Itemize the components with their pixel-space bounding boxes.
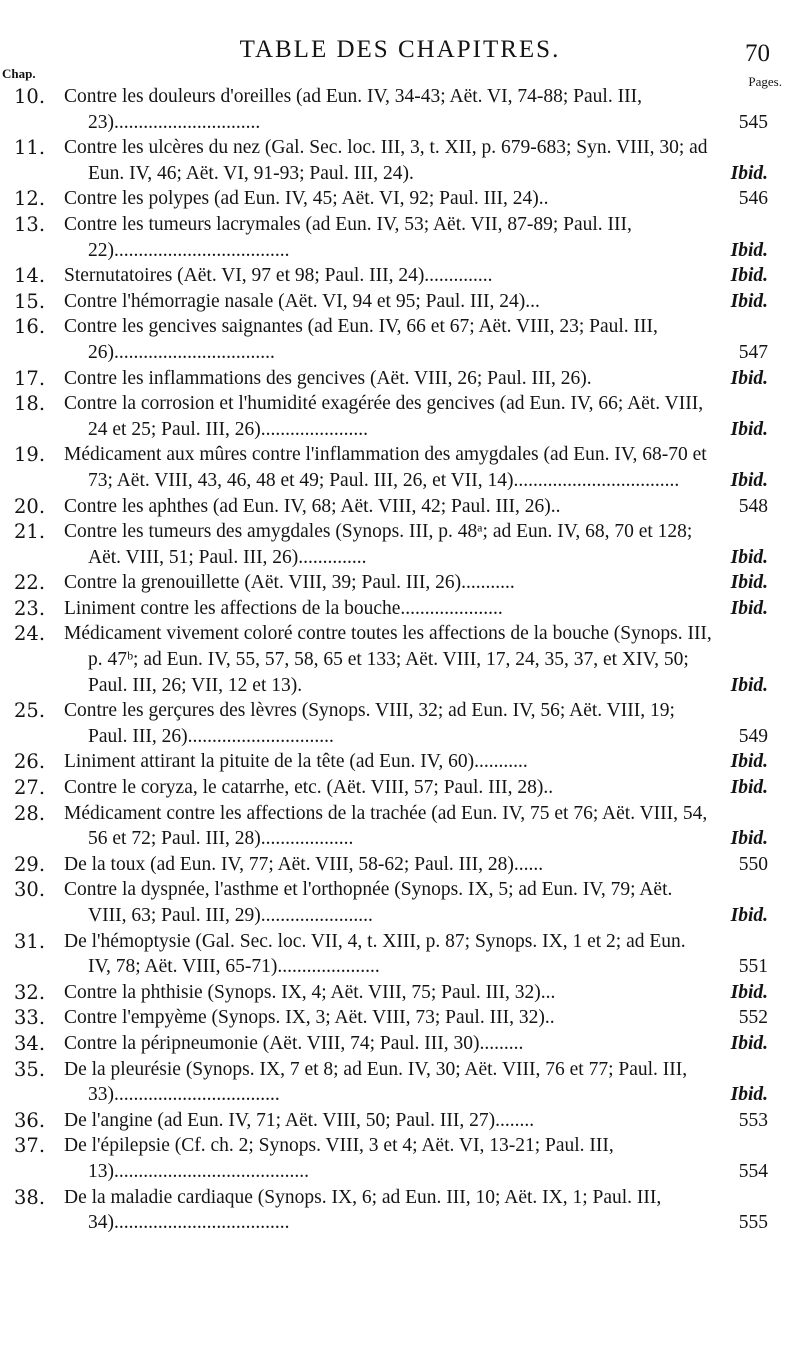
- chapter-entry: [0, 698, 800, 749]
- page-reference: 546: [738, 188, 768, 210]
- chapter-title: Contre les gencives saignantes (ad Eun. IV, 66 et 67; Aët. VIII, 23; Paul. III, 26).................................: [64, 316, 658, 363]
- chapter-title: Contre la corrosion et l'humidité exagérée des gencives (ad Eun. IV, 66; Aët. VIII, 24 et 25; Paul. III, 26)......................: [64, 393, 704, 440]
- page-number: 70: [745, 40, 770, 67]
- page-reference: Ibid.: [730, 239, 768, 261]
- chapter-title: Contre l'hémorragie nasale (Aët. VI, 94 et 95; Paul. III, 24)...: [64, 290, 540, 312]
- chapter-entry: [0, 391, 800, 442]
- page-reference: 547: [738, 341, 768, 363]
- chapter-title: Contre la grenouillette (Aët. VIII, 39; Paul. III, 26)...........: [64, 572, 515, 594]
- chapter-title: Contre les inflammations des gencives (Aët. VIII, 26; Paul. III, 26).: [64, 367, 592, 389]
- chapter-title: Médicament vivement coloré contre toutes les affections de la bouche (Synops. III, p. 47ᵇ; ad Eun. IV, 55, 57, 58, 65 et 133; Aët. VIII, 17, 24, 35, 37, et XIV, 50; Paul. III, 26; VII, 12 et 13).: [64, 623, 712, 696]
- chapter-number: 33.: [14, 1006, 46, 1030]
- chapter-list: [0, 84, 800, 1236]
- chapter-entry: [0, 366, 800, 392]
- page-reference: Ibid.: [730, 290, 768, 312]
- page-reference: 551: [738, 956, 768, 978]
- chapter-number: 19.: [14, 443, 46, 467]
- chapter-entry: [0, 186, 800, 212]
- page-reference: 550: [738, 853, 768, 875]
- chapter-number: 16.: [14, 315, 46, 339]
- chapter-title: Liniment contre les affections de la bouche.....................: [64, 597, 503, 619]
- chapter-entry: [0, 749, 800, 775]
- chapter-title: Médicament aux mûres contre l'inflammation des amygdales (ad Eun. IV, 68-70 et 73; Aët. VIII, 43, 46, 48 et 49; Paul. III, 26, et VII, 14)..................................: [64, 444, 707, 491]
- chapter-title: Contre l'empyème (Synops. IX, 3; Aët. VIII, 73; Paul. III, 32)..: [64, 1007, 555, 1029]
- chapter-entry: [0, 314, 800, 365]
- page-reference: Ibid.: [730, 265, 768, 287]
- chapter-title: Contre les tumeurs des amygdales (Synops. III, p. 48ᵃ; ad Eun. IV, 68, 70 et 128; Aët. VIII, 51; Paul. III, 26)..............: [64, 521, 693, 568]
- chapter-entry: [0, 1108, 800, 1134]
- page-reference: Ibid.: [730, 1032, 768, 1054]
- page-reference: Ibid.: [730, 572, 768, 594]
- chapter-number: 27.: [14, 776, 46, 800]
- pages-column-label: Pages.: [748, 74, 782, 89]
- page-reference: Ibid.: [730, 1084, 768, 1106]
- page-reference: Ibid.: [730, 981, 768, 1003]
- page-reference: 549: [738, 725, 768, 747]
- chapter-title: Contre le coryza, le catarrhe, etc. (Aët. VIII, 57; Paul. III, 28)..: [64, 777, 554, 799]
- chapter-entry: [0, 801, 800, 852]
- chapter-number: 13.: [14, 212, 46, 236]
- chapter-number: 36.: [14, 1108, 46, 1132]
- page-reference: 554: [738, 1160, 768, 1182]
- chapter-number: 35.: [14, 1057, 46, 1081]
- chapter-number: 30.: [14, 878, 46, 902]
- chapter-entry: [0, 84, 800, 135]
- chapter-entry: [0, 442, 800, 493]
- chapter-number: 10.: [14, 85, 46, 108]
- page-reference: Ibid.: [730, 367, 768, 389]
- chapter-entry: [0, 1185, 800, 1236]
- chapter-entry: [0, 1057, 800, 1108]
- chapter-number: 15.: [14, 289, 46, 313]
- page-reference: Ibid.: [730, 418, 768, 440]
- chapter-number: 37.: [14, 1134, 46, 1158]
- chapter-column-label: Chap.: [2, 66, 36, 81]
- chapter-title: De l'angine (ad Eun. IV, 71; Aët. VIII, 50; Paul. III, 27)........: [64, 1109, 535, 1131]
- chapter-entry: [0, 1133, 800, 1184]
- chapter-entry: [0, 135, 800, 186]
- chapter-entry: [0, 212, 800, 263]
- page-reference: Ibid.: [730, 828, 768, 850]
- chapter-title: Contre les douleurs d'oreilles (ad Eun. IV, 34-43; Aët. VI, 74-88; Paul. III, 23)..............................: [64, 86, 642, 133]
- chapter-title: Contre la dyspnée, l'asthme et l'orthopnée (Synops. IX, 5; ad Eun. IV, 79; Aët. VIII, 63; Paul. III, 29).......................: [64, 879, 673, 926]
- page-reference: Ibid.: [730, 469, 768, 491]
- chapter-entry: [0, 621, 800, 698]
- chapter-title: De la toux (ad Eun. IV, 77; Aët. VIII, 58-62; Paul. III, 28)......: [64, 853, 544, 875]
- chapter-entry: [0, 877, 800, 928]
- chapter-number: 34.: [14, 1031, 46, 1055]
- chapter-number: 22.: [14, 571, 46, 595]
- chapter-number: 11.: [14, 136, 46, 160]
- chapter-title: Sternutatoires (Aët. VI, 97 et 98; Paul. III, 24)..............: [64, 265, 493, 287]
- page-reference: 555: [738, 1212, 768, 1234]
- chapter-number: 20.: [14, 494, 46, 518]
- page-reference: Ibid.: [730, 546, 768, 568]
- chapter-number: 21.: [14, 520, 46, 544]
- chapter-title: Contre les polypes (ad Eun. IV, 45; Aët. VI, 92; Paul. III, 24)..: [64, 188, 549, 210]
- chapter-number: 23.: [14, 596, 46, 620]
- page-reference: 545: [738, 111, 768, 133]
- chapter-title: De la maladie cardiaque (Synops. IX, 6; ad Eun. III, 10; Aët. IX, 1; Paul. III, 34)....................................: [64, 1186, 662, 1234]
- chapter-title: De la pleurésie (Synops. IX, 7 et 8; ad Eun. IV, 30; Aët. VIII, 76 et 77; Paul. III, 33)..................................: [64, 1058, 688, 1106]
- chapter-title: Contre les aphthes (ad Eun. IV, 68; Aët. VIII, 42; Paul. III, 26)..: [64, 495, 561, 517]
- chapter-number: 26.: [14, 750, 46, 774]
- chapter-title: Contre les tumeurs lacrymales (ad Eun. IV, 53; Aët. VII, 87-89; Paul. III, 22)....................................: [64, 213, 632, 261]
- page-reference: Ibid.: [730, 597, 768, 619]
- chapter-title: Contre les ulcères du nez (Gal. Sec. loc. III, 3, t. XII, p. 679-683; Syn. VIII, 30; ad Eun. IV, 46; Aët. VI, 91-93; Paul. III, 24).: [64, 137, 708, 184]
- chapter-number: 31.: [14, 929, 46, 953]
- page-reference: 548: [738, 495, 768, 517]
- chapter-number: 32.: [14, 980, 46, 1004]
- chapter-entry: [0, 980, 800, 1006]
- chapter-title: Contre la péripneumonie (Aët. VIII, 74; Paul. III, 30).........: [64, 1032, 524, 1054]
- chapter-entry: [0, 519, 800, 570]
- chapter-entry: [0, 263, 800, 289]
- chapter-number: 25.: [14, 699, 46, 723]
- chapter-entry: [0, 929, 800, 980]
- page-reference: Ibid.: [730, 162, 768, 184]
- chapter-entry: [0, 1005, 800, 1031]
- chapter-entry: [0, 596, 800, 622]
- chapter-number: 14.: [14, 264, 46, 288]
- chapter-entry: [0, 1031, 800, 1057]
- chapter-number: 12.: [14, 187, 46, 211]
- running-title: TABLE DES CHAPITRES.: [239, 36, 561, 63]
- chapter-entry: [0, 852, 800, 878]
- chapter-number: 38.: [14, 1185, 46, 1209]
- chapter-entry: [0, 775, 800, 801]
- chapter-title: Liniment attirant la pituite de la tête (ad Eun. IV, 60)...........: [64, 751, 528, 773]
- chapter-title: De l'épilepsie (Cf. ch. 2; Synops. VIII, 3 et 4; Aët. VI, 13-21; Paul. III, 13)........................................: [64, 1135, 614, 1182]
- chapter-entry: [0, 570, 800, 596]
- chapter-number: 17.: [14, 366, 46, 390]
- page-reference: 552: [738, 1007, 768, 1029]
- page-reference: Ibid.: [730, 751, 768, 773]
- chapter-title: De l'hémoptysie (Gal. Sec. loc. VII, 4, t. XIII, p. 87; Synops. IX, 1 et 2; ad Eun. IV, 78; Aët. VIII, 65-71).....................: [64, 930, 686, 978]
- chapter-number: 24.: [14, 622, 46, 646]
- page-reference: Ibid.: [730, 777, 768, 799]
- chapter-title: Médicament contre les affections de la trachée (ad Eun. IV, 75 et 76; Aët. VIII, 54, 56 et 72; Paul. III, 28)...................: [64, 802, 708, 850]
- chapter-title: Contre la phthisie (Synops. IX, 4; Aët. VIII, 75; Paul. III, 32)...: [64, 981, 556, 1003]
- page-reference: Ibid.: [730, 674, 768, 696]
- chapter-number: 28.: [14, 801, 46, 825]
- page-reference: 553: [738, 1109, 768, 1131]
- chapter-number: 18.: [14, 392, 46, 416]
- chapter-number: 29.: [14, 852, 46, 876]
- chapter-entry: [0, 494, 800, 520]
- chapter-title: Contre les gerçures des lèvres (Synops. VIII, 32; ad Eun. IV, 56; Aët. VIII, 19; Paul. III, 26)..............................: [64, 700, 675, 747]
- page-reference: Ibid.: [730, 905, 768, 926]
- chapter-entry: [0, 289, 800, 315]
